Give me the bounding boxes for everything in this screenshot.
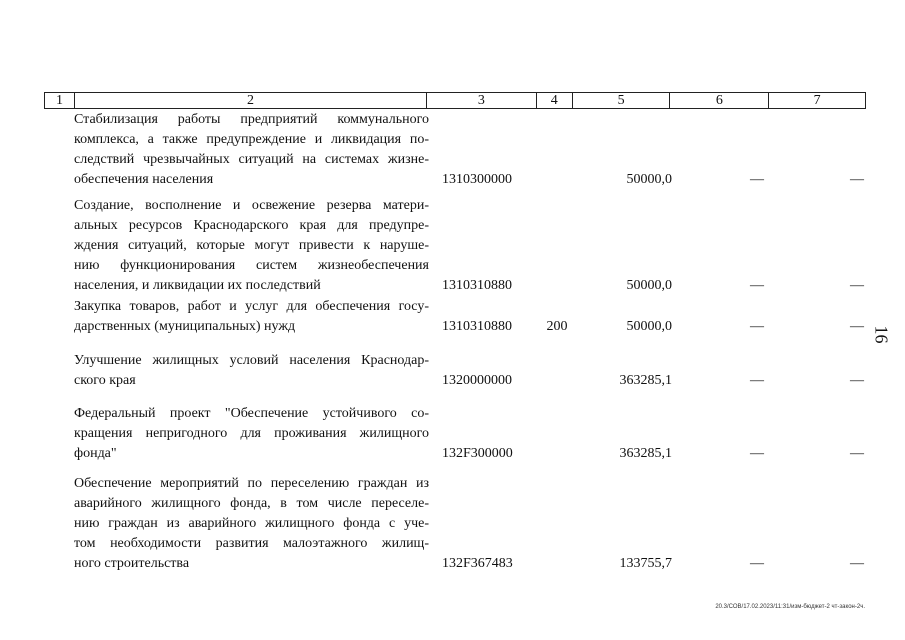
row-col-6: —	[750, 556, 764, 571]
row-code: 1310300000	[442, 172, 512, 187]
header-col-4: 4	[537, 93, 573, 108]
description-line: обеспечения населения	[74, 172, 214, 187]
table-row	[44, 404, 866, 464]
row-description	[74, 196, 429, 296]
row-amount: 50000,0	[626, 172, 672, 187]
row-amount: 50000,0	[626, 319, 672, 334]
description-line: комплекса, а также предупреждение и ликвидация по-	[74, 132, 429, 147]
header-col-1: 1	[45, 93, 75, 108]
description-line: Улучшение жилищных условий населения Краснодар-	[74, 353, 429, 368]
row-code: 1310310880	[442, 278, 512, 293]
row-col-7: —	[850, 319, 864, 334]
row-col-6: —	[750, 319, 764, 334]
page-number: 16	[871, 325, 892, 344]
description-line: Создание, восполнение и освежение резерва матери-	[74, 198, 429, 213]
table-row	[44, 474, 866, 574]
description-line: альных ресурсов Краснодарского края для предупре-	[74, 218, 429, 233]
description-line: аварийного жилищного фонда, в том числе переселе-	[74, 496, 429, 511]
description-line: том необходимости развития малоэтажного жилищ-	[74, 536, 429, 551]
row-col-6: —	[750, 278, 764, 293]
description-line: ного строительства	[74, 556, 190, 571]
row-col-7: —	[850, 556, 864, 571]
row-description	[74, 297, 429, 337]
row-code: 132F367483	[442, 556, 513, 571]
description-line: ждения ситуаций, которые могут привести к наруше-	[74, 238, 429, 253]
description-line: следствий чрезвычайных ситуаций на системах жизне-	[74, 152, 429, 167]
description-line: дарственных (муниципальных) нужд	[74, 319, 296, 334]
header-col-6: 6	[670, 93, 769, 108]
description-line: фонда"	[74, 446, 117, 461]
row-description	[74, 351, 429, 391]
row-description	[74, 404, 429, 464]
description-line: ского края	[74, 373, 136, 388]
table-header-row	[44, 92, 866, 109]
header-col-3: 3	[427, 93, 537, 108]
table-row	[44, 351, 866, 391]
description-line: Стабилизация работы предприятий коммунального	[74, 112, 429, 127]
row-col-6: —	[750, 172, 764, 187]
row-amount: 363285,1	[619, 446, 672, 461]
description-line: нию функционирования систем жизнеобеспечения	[74, 258, 429, 273]
row-amount: 50000,0	[626, 278, 672, 293]
row-code: 1320000000	[442, 373, 512, 388]
row-col-6: —	[750, 446, 764, 461]
row-col-7: —	[850, 172, 864, 187]
row-code: 132F300000	[442, 446, 513, 461]
row-code: 1310310880	[442, 319, 512, 334]
description-line: кращения непригодного для проживания жилищного	[74, 426, 429, 441]
description-line: нию граждан из аварийного жилищного фонда с уче-	[74, 516, 429, 531]
header-col-7: 7	[813, 93, 821, 108]
row-col-7: —	[850, 373, 864, 388]
header-col-5: 5	[573, 93, 671, 108]
row-col-7: —	[850, 278, 864, 293]
row-description	[74, 110, 429, 190]
row-expense-type: 200	[546, 319, 568, 334]
description-line: Федеральный проект "Обеспечение устойчивого со-	[74, 406, 429, 421]
description-line: населения, и ликвидации их последствий	[74, 278, 321, 293]
header-col-2: 2	[75, 93, 427, 108]
row-amount: 363285,1	[619, 373, 672, 388]
row-col-7: —	[850, 446, 864, 461]
table-row	[44, 196, 866, 296]
table-row	[44, 110, 866, 190]
table-row	[44, 297, 866, 337]
row-description	[74, 474, 429, 574]
footer-code: 20.3/СОВ/17.02.2023/11:31/изм-бюджет-2 чт-закон-2ч.	[715, 604, 865, 610]
description-line: Закупка товаров, работ и услуг для обеспечения госу-	[74, 299, 429, 314]
row-col-6: —	[750, 373, 764, 388]
row-amount: 133755,7	[619, 556, 672, 571]
description-line: Обеспечение мероприятий по переселению граждан из	[74, 476, 429, 491]
